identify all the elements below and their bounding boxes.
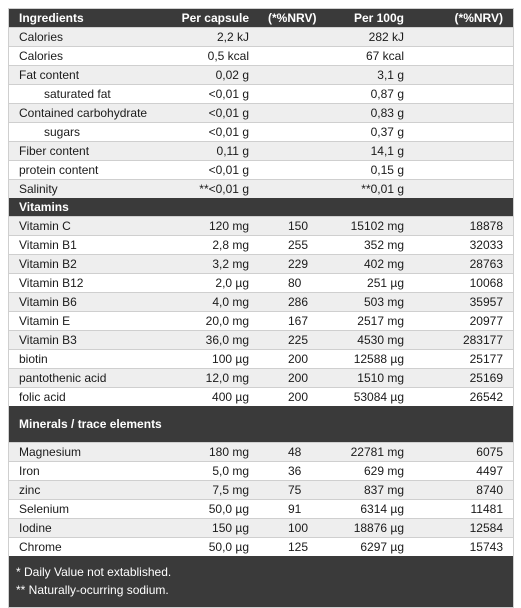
per-100g-value: 22781 mg: [329, 443, 414, 462]
nrv-100g-value: 8740: [414, 481, 513, 500]
per-100g-value: 53084 µg: [329, 388, 414, 407]
per-capsule-value: 2,0 µg: [169, 274, 259, 293]
nrv-capsule-value: [259, 66, 329, 85]
header-per-100g: Per 100g: [329, 9, 414, 28]
nrv-capsule-value: [259, 161, 329, 180]
per-capsule-value: 50,0 µg: [169, 538, 259, 557]
nrv-100g-value: 35957: [414, 293, 513, 312]
nrv-capsule-value: [259, 28, 329, 47]
nrv-capsule-value: 36: [259, 462, 329, 481]
nutrient-name: sugars: [9, 123, 169, 142]
nrv-capsule-value: 100: [259, 519, 329, 538]
nutrient-name: Selenium: [9, 500, 169, 519]
footnote-daily-value: * Daily Value not extablished.: [16, 565, 172, 579]
per-capsule-value: <0,01 g: [169, 123, 259, 142]
per-100g-value: 251 µg: [329, 274, 414, 293]
nrv-100g-value: [414, 123, 513, 142]
per-100g-value: 0,87 g: [329, 85, 414, 104]
ingredients-section: [9, 28, 513, 199]
per-capsule-value: 100 µg: [169, 350, 259, 369]
nutrient-name: Chrome: [9, 538, 169, 557]
nutrient-name: protein content: [9, 161, 169, 180]
per-capsule-value: 4,0 mg: [169, 293, 259, 312]
per-capsule-value: 20,0 mg: [169, 312, 259, 331]
nutrition-table-frame: [8, 8, 514, 608]
nrv-100g-value: [414, 47, 513, 66]
per-capsule-value: 5,0 mg: [169, 462, 259, 481]
table-row: [9, 217, 513, 236]
nrv-capsule-value: 75: [259, 481, 329, 500]
minerals-section: [9, 443, 513, 557]
footnote-sodium: ** Naturally-ocurring sodium.: [16, 583, 169, 597]
nrv-100g-value: 25177: [414, 350, 513, 369]
table-row: [9, 519, 513, 538]
table-row: [9, 388, 513, 407]
nutrient-name: Salinity: [9, 180, 169, 199]
header-nrv-100g: (*%NRV): [414, 9, 513, 28]
nrv-capsule-value: [259, 123, 329, 142]
nutrient-name: zinc: [9, 481, 169, 500]
table-row: [9, 350, 513, 369]
per-100g-value: 282 kJ: [329, 28, 414, 47]
nrv-100g-value: [414, 66, 513, 85]
nrv-100g-value: 6075: [414, 443, 513, 462]
nrv-capsule-value: [259, 104, 329, 123]
nrv-capsule-value: 150: [259, 217, 329, 236]
nutrient-name: Iron: [9, 462, 169, 481]
nrv-capsule-value: [259, 180, 329, 199]
per-100g-value: **0,01 g: [329, 180, 414, 199]
table-row: [9, 443, 513, 462]
nutrient-name: Vitamin E: [9, 312, 169, 331]
table-row: [9, 180, 513, 199]
per-100g-value: 0,83 g: [329, 104, 414, 123]
nrv-100g-value: [414, 180, 513, 199]
nrv-capsule-value: 200: [259, 388, 329, 407]
nrv-100g-value: [414, 161, 513, 180]
nrv-capsule-value: [259, 47, 329, 66]
table-row: [9, 104, 513, 123]
table-row: [9, 481, 513, 500]
table-row: [9, 255, 513, 274]
table-row: [9, 236, 513, 255]
nrv-capsule-value: 80: [259, 274, 329, 293]
nrv-100g-value: [414, 85, 513, 104]
table-row: [9, 28, 513, 47]
per-capsule-value: 0,11 g: [169, 142, 259, 161]
nrv-100g-value: 28763: [414, 255, 513, 274]
table-row: [9, 331, 513, 350]
per-100g-value: 4530 mg: [329, 331, 414, 350]
per-100g-value: 352 mg: [329, 236, 414, 255]
per-100g-value: 0,37 g: [329, 123, 414, 142]
nutrient-name: Fiber content: [9, 142, 169, 161]
per-capsule-value: <0,01 g: [169, 85, 259, 104]
per-capsule-value: 0,02 g: [169, 66, 259, 85]
table-row: [9, 462, 513, 481]
per-100g-value: 67 kcal: [329, 47, 414, 66]
table-row: [9, 161, 513, 180]
per-100g-value: 503 mg: [329, 293, 414, 312]
nutrient-name: Vitamin C: [9, 217, 169, 236]
vitamins-title: Vitamins: [9, 198, 513, 217]
per-capsule-value: 36,0 mg: [169, 331, 259, 350]
table-row: [9, 123, 513, 142]
per-100g-value: 14,1 g: [329, 142, 414, 161]
per-capsule-value: <0,01 g: [169, 161, 259, 180]
nutrient-name: Vitamin B2: [9, 255, 169, 274]
per-capsule-value: 3,2 mg: [169, 255, 259, 274]
minerals-title: Minerals / trace elements: [9, 406, 169, 443]
nutrient-name: saturated fat: [9, 85, 169, 104]
per-capsule-value: 150 µg: [169, 519, 259, 538]
nrv-100g-value: 4497: [414, 462, 513, 481]
nrv-capsule-value: [259, 142, 329, 161]
nrv-capsule-value: 91: [259, 500, 329, 519]
nrv-100g-value: 25169: [414, 369, 513, 388]
nrv-100g-value: 32033: [414, 236, 513, 255]
per-100g-value: 6314 µg: [329, 500, 414, 519]
header-per-capsule: Per capsule: [169, 9, 259, 28]
nrv-100g-value: 10068: [414, 274, 513, 293]
per-100g-value: 3,1 g: [329, 66, 414, 85]
header-nrv-capsule: (*%NRV): [259, 9, 329, 28]
nutrient-name: Vitamin B6: [9, 293, 169, 312]
per-capsule-value: 400 µg: [169, 388, 259, 407]
table-row: [9, 538, 513, 557]
nutrient-name: Vitamin B12: [9, 274, 169, 293]
nrv-capsule-value: 229: [259, 255, 329, 274]
nrv-capsule-value: 167: [259, 312, 329, 331]
nutrient-name: Magnesium: [9, 443, 169, 462]
per-100g-value: 402 mg: [329, 255, 414, 274]
nrv-100g-value: 26542: [414, 388, 513, 407]
nrv-100g-value: 15743: [414, 538, 513, 557]
nutrient-name: biotin: [9, 350, 169, 369]
per-100g-value: 18876 µg: [329, 519, 414, 538]
nrv-capsule-value: 225: [259, 331, 329, 350]
table-row: [9, 66, 513, 85]
per-capsule-value: 2,2 kJ: [169, 28, 259, 47]
per-100g-value: 837 mg: [329, 481, 414, 500]
nrv-100g-value: 20977: [414, 312, 513, 331]
nrv-capsule-value: 286: [259, 293, 329, 312]
minerals-section-header: [9, 406, 513, 443]
nutrient-name: Calories: [9, 28, 169, 47]
per-100g-value: 629 mg: [329, 462, 414, 481]
per-100g-value: 1510 mg: [329, 369, 414, 388]
vitamins-section-header: [9, 198, 513, 217]
nutrient-name: Vitamin B1: [9, 236, 169, 255]
nrv-100g-value: 283177: [414, 331, 513, 350]
nrv-capsule-value: 255: [259, 236, 329, 255]
per-capsule-value: 180 mg: [169, 443, 259, 462]
vitamins-section: [9, 217, 513, 407]
table-row: [9, 142, 513, 161]
nrv-capsule-value: 200: [259, 350, 329, 369]
nutrient-name: Iodine: [9, 519, 169, 538]
table-row: [9, 312, 513, 331]
per-capsule-value: 50,0 µg: [169, 500, 259, 519]
per-100g-value: 12588 µg: [329, 350, 414, 369]
footnotes: [9, 556, 513, 607]
nrv-capsule-value: 125: [259, 538, 329, 557]
table-header-row: [9, 9, 513, 28]
per-capsule-value: 7,5 mg: [169, 481, 259, 500]
nutrient-name: Contained carbohydrate: [9, 104, 169, 123]
per-capsule-value: **<0,01 g: [169, 180, 259, 199]
nutrient-name: Calories: [9, 47, 169, 66]
header-ingredients: Ingredients: [9, 9, 169, 28]
nrv-100g-value: [414, 104, 513, 123]
per-capsule-value: 12,0 mg: [169, 369, 259, 388]
table-row: [9, 500, 513, 519]
per-100g-value: 0,15 g: [329, 161, 414, 180]
per-capsule-value: 2,8 mg: [169, 236, 259, 255]
table-row: [9, 369, 513, 388]
per-100g-value: 6297 µg: [329, 538, 414, 557]
nrv-capsule-value: 200: [259, 369, 329, 388]
nutrient-name: pantothenic acid: [9, 369, 169, 388]
per-capsule-value: <0,01 g: [169, 104, 259, 123]
nutrient-name: Fat content: [9, 66, 169, 85]
per-100g-value: 15102 mg: [329, 217, 414, 236]
nrv-100g-value: [414, 28, 513, 47]
nrv-100g-value: 11481: [414, 500, 513, 519]
table-row: [9, 47, 513, 66]
per-100g-value: 2517 mg: [329, 312, 414, 331]
table-row: [9, 85, 513, 104]
nutrient-name: Vitamin B3: [9, 331, 169, 350]
table-row: [9, 274, 513, 293]
nrv-100g-value: 18878: [414, 217, 513, 236]
nrv-capsule-value: [259, 85, 329, 104]
per-capsule-value: 0,5 kcal: [169, 47, 259, 66]
nrv-capsule-value: 48: [259, 443, 329, 462]
per-capsule-value: 120 mg: [169, 217, 259, 236]
nutrition-table: [9, 9, 513, 556]
nrv-100g-value: 12584: [414, 519, 513, 538]
nrv-100g-value: [414, 142, 513, 161]
table-row: [9, 293, 513, 312]
nutrient-name: folic acid: [9, 388, 169, 407]
